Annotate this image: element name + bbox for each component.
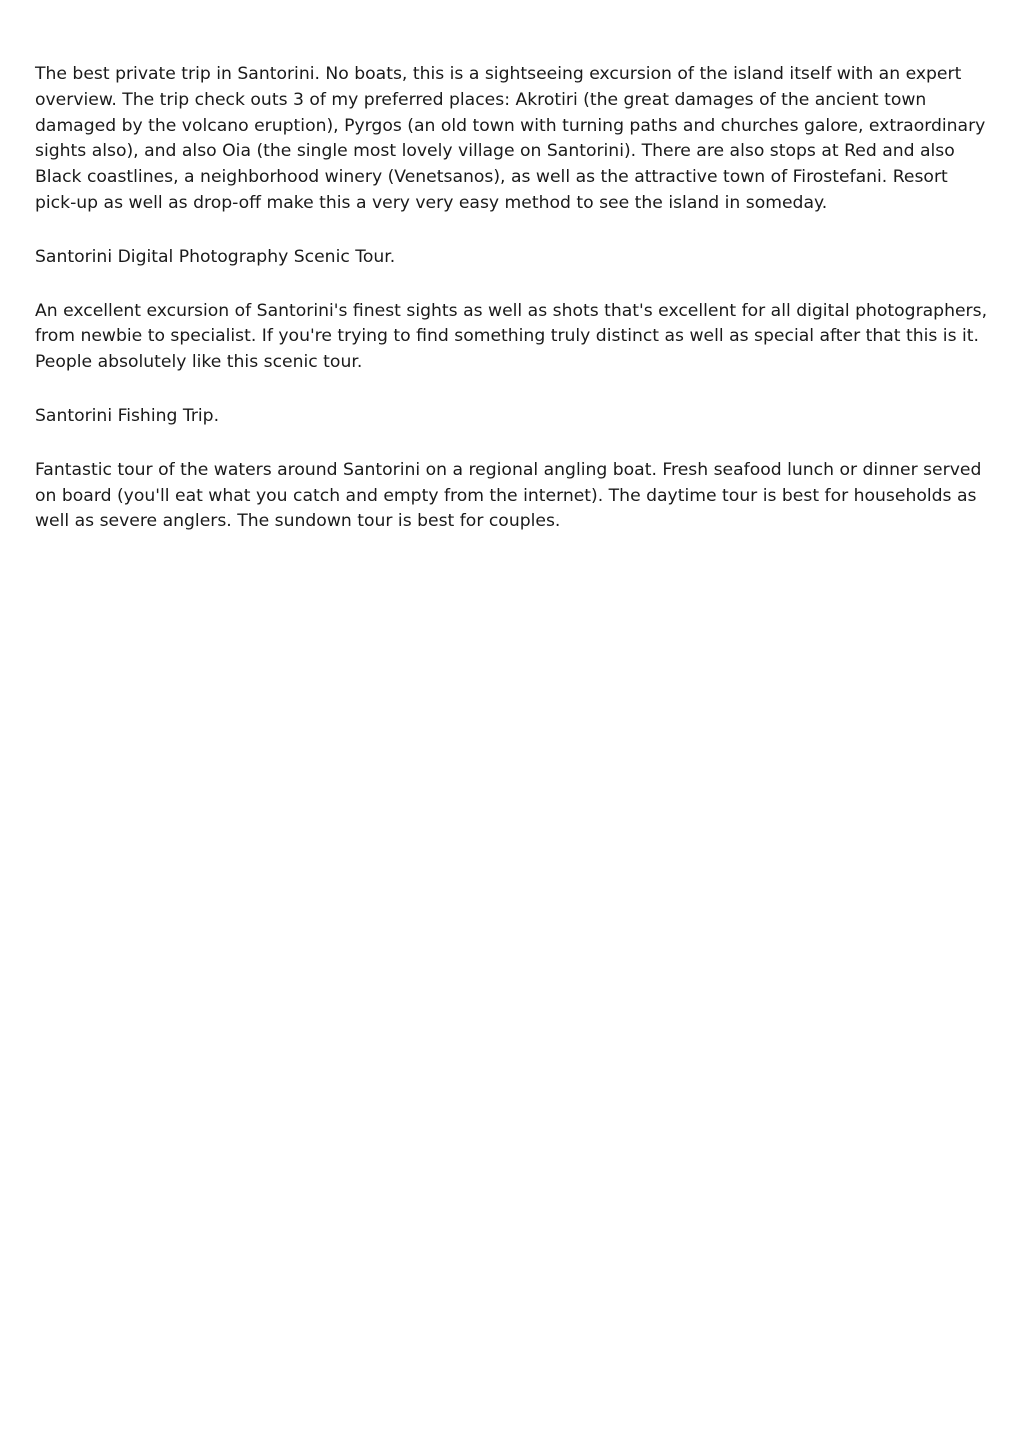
paragraph-intro: The best private trip in Santorini. No boats, this is a sightseeing excursion of the island itself with an expert overview. The trip check outs 3 of my preferred places: Akrotiri (the great damages of the ancient town damaged by the volcano eruption), Pyrgos (an old town with turning paths and churches galore, extraordinary sights also), and also Oia (the single most lovely village on Santorini). There are also stops at Red and also Black coastlines, a neighborhood winery (Venetsanos), as well as the attractive town of Firostefani. Resort pick-up as well as drop-off make this a very very easy method to see the island in someday. xyxy=(35,64,986,213)
heading-fishing-trip: Santorini Fishing Trip. xyxy=(35,405,220,426)
paragraph-photography-tour: An excellent excursion of Santorini's finest sights as well as shots that's excellent for all digital photographers, from newbie to specialist. If you're trying to find something truly distinct as well as special after that this is it. People absolutely like this scenic tour. xyxy=(35,300,988,373)
heading-photography-tour: Santorini Digital Photography Scenic Tour. xyxy=(35,246,396,267)
document-body xyxy=(35,62,990,563)
paragraph-fishing-trip: Fantastic tour of the waters around Santorini on a regional angling boat. Fresh seafood lunch or dinner served on board (you'll eat what you catch and empty from the internet). The daytime tour is best for households as well as severe anglers. The sundown tour is best for couples. xyxy=(35,459,982,532)
